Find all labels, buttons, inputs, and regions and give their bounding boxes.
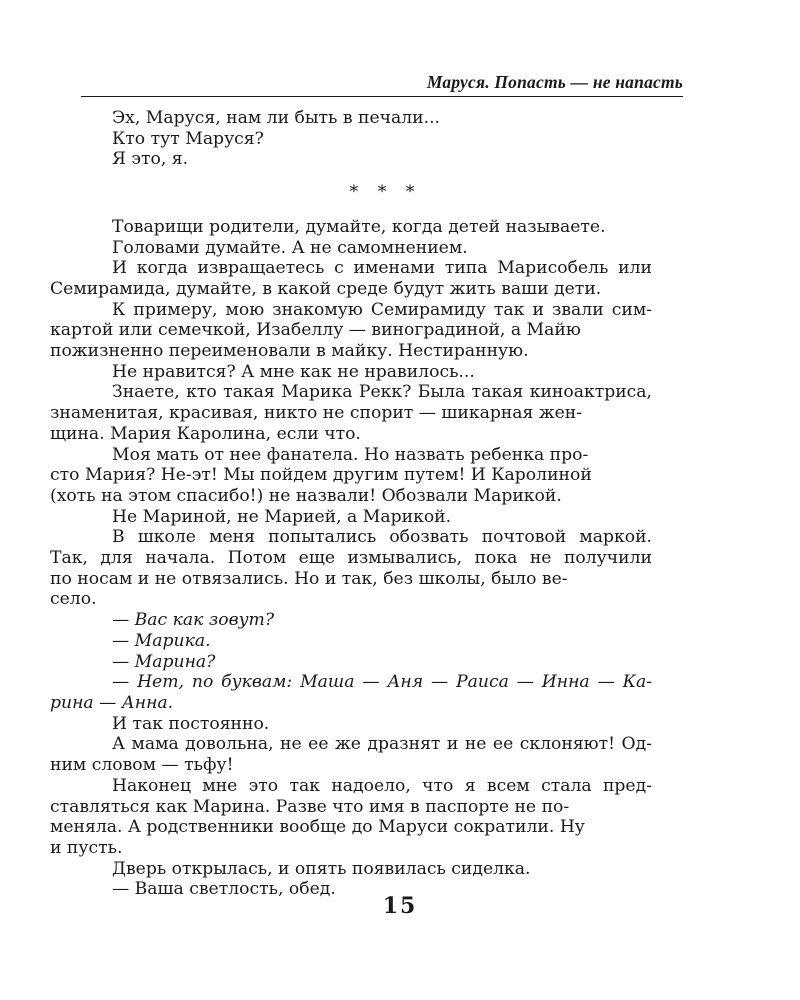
paragraph (81, 859, 683, 880)
text-line: Эх, Маруся, нам ли быть в печали... (112, 108, 440, 128)
text-line: — Марина? (112, 651, 216, 672)
text-line: село. (50, 589, 97, 610)
text-line: пожизненно переименовали в майку. Нестиранную. (50, 341, 529, 362)
text-line: щина. Мария Каролина, если что. (50, 423, 361, 444)
text-line: Кто тут Маруся? (112, 128, 264, 149)
text-line: Дверь открылась, и опять появилась сиделка. (112, 858, 531, 879)
dialogue-paragraph (50, 672, 683, 713)
paragraph (50, 444, 683, 507)
section-break: * * * (349, 182, 422, 203)
text-line: А мама довольна, не ее же дразнят и не ее склоняют! Од- (112, 734, 652, 755)
dialogue-paragraph (81, 610, 683, 631)
paragraph (81, 238, 683, 259)
paragraph (81, 362, 683, 383)
header-rule (81, 96, 683, 97)
text-line: и пусть. (50, 837, 123, 858)
text-line: сто Мария? Не-эт! Мы пойдем другим путем! И Каролиной (50, 465, 592, 486)
text-line: Не нравится? А мне как не нравилось... (112, 361, 475, 382)
text-line: Я это, я. (112, 149, 189, 170)
text-line: Товарищи родители, думайте, когда детей называете. (112, 216, 606, 237)
page-number: 15 (382, 893, 418, 919)
text-line: Так, для начала. Потом еще измывались, пока не получили (50, 548, 652, 569)
dialogue-paragraph (81, 652, 683, 673)
text-block-after-break (50, 216, 683, 900)
text-block-before-break (81, 108, 683, 170)
text-line: (хоть на этом спасибо!) не назвали! Обозвали Марикой. (50, 485, 562, 506)
paragraph (81, 217, 683, 238)
text-line: — Вас как зовут? (112, 610, 275, 631)
text-line: — Марика. (112, 630, 211, 651)
text-line: Семирамида, думайте, в какой среде будут жить ваши дети. (50, 278, 602, 299)
text-line: ставляться как Марина. Разве что имя в паспорте не по- (50, 796, 570, 817)
text-line: Моя мать от нее фанатела. Но назвать ребенка про- (112, 444, 589, 465)
text-line: меняла. А родственники вообще до Маруси сократили. Ну (50, 817, 585, 838)
text-line: Наконец мне это так надоело, что я всем стала пред- (112, 775, 652, 796)
paragraph (50, 258, 683, 299)
paragraph (81, 149, 683, 170)
text-line: И когда извращаетесь с именами типа Марисобель или (112, 258, 652, 279)
text-line: — Нет, по буквам: Маша — Аня — Раиса — Инна — Ка- (112, 672, 652, 693)
paragraph (50, 527, 683, 610)
text-line: Головами думайте. А не самомнением. (112, 237, 468, 258)
text-line: знаменитая, красивая, никто не спорит — шикарная жен- (50, 403, 583, 424)
paragraph (81, 714, 683, 735)
paragraph (50, 775, 683, 859)
text-line: по носам и не отвязались. Но и так, без школы, было ве- (50, 568, 568, 589)
text-line: картой или семечкой, Изабеллу — виноградиной, а Майю (50, 320, 581, 341)
paragraph (50, 382, 683, 444)
text-line: — Ваша светлость, обед. (112, 879, 336, 900)
text-line: ним словом — тьфу! (50, 755, 234, 776)
paragraph (50, 299, 683, 362)
running-header: Маруся. Попасть — не напасть (426, 72, 683, 92)
text-line: рина — Анна. (50, 692, 174, 713)
text-line: Не Мариной, не Марией, а Марикой. (112, 506, 452, 527)
text-line: Знаете, кто такая Марика Рекк? Была такая киноактриса, (112, 382, 652, 403)
paragraph (81, 129, 683, 150)
text-line: К примеру, мою знакомую Семирамиду так и звали сим- (112, 299, 652, 320)
dialogue-paragraph (81, 631, 683, 652)
text-line: И так постоянно. (112, 713, 270, 734)
paragraph (50, 734, 683, 776)
page-body (50, 108, 683, 900)
text-line: В школе меня попытались обозвать почтовой маркой. (112, 527, 652, 548)
paragraph (81, 507, 683, 528)
paragraph (81, 108, 683, 129)
